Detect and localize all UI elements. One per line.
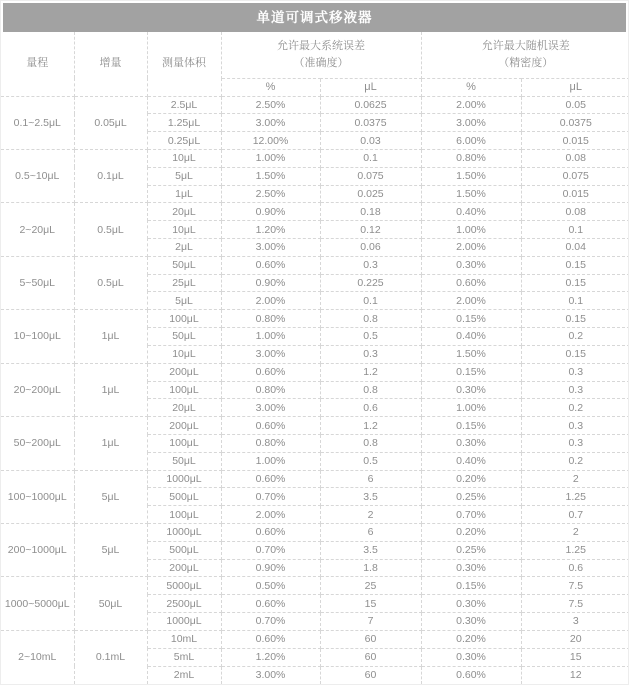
sys-error-ul-cell: 0.5	[320, 328, 421, 346]
rand-error-ul-cell: 0.2	[521, 328, 629, 346]
table-row	[1, 470, 629, 488]
sys-error-ul-cell: 0.06	[320, 239, 421, 257]
rand-error-pct-cell: 2.00%	[421, 292, 521, 310]
sys-error-ul-cell: 0.1	[320, 292, 421, 310]
sys-error-ul-cell: 0.0625	[320, 96, 421, 114]
volume-cell: 2μL	[147, 239, 221, 257]
sys-error-pct-cell: 1.20%	[221, 648, 320, 666]
volume-cell: 2500μL	[147, 595, 221, 613]
sys-error-pct-cell: 1.20%	[221, 221, 320, 239]
sys-error-ul-cell: 0.03	[320, 132, 421, 150]
volume-cell: 10μL	[147, 345, 221, 363]
rand-error-pct-cell: 0.25%	[421, 541, 521, 559]
table-row	[1, 203, 629, 221]
sys-error-pct-cell: 0.90%	[221, 274, 320, 292]
increment-cell: 0.1μL	[74, 149, 147, 202]
volume-cell: 500μL	[147, 541, 221, 559]
rand-error-ul-cell: 0.2	[521, 399, 629, 417]
rand-error-pct-cell: 0.15%	[421, 363, 521, 381]
rand-error-pct-cell: 0.40%	[421, 328, 521, 346]
rand-error-pct-cell: 0.20%	[421, 470, 521, 488]
random-error-label: 允许最大随机误差	[481, 39, 570, 52]
rand-error-ul-cell: 3	[521, 613, 629, 631]
volume-cell: 100μL	[147, 310, 221, 328]
column-header-range: 量程	[1, 32, 74, 96]
sys-error-pct-cell: 12.00%	[221, 132, 320, 150]
rand-error-ul-cell: 0.3	[521, 363, 629, 381]
sys-error-ul-cell: 0.18	[320, 203, 421, 221]
column-header-increment: 增量	[74, 32, 147, 96]
table-row	[1, 96, 629, 114]
sys-error-ul-cell: 60	[320, 666, 421, 684]
sys-error-pct-cell: 2.00%	[221, 506, 320, 524]
systematic-error-label: 允许最大系统误差	[277, 39, 365, 52]
volume-cell: 200μL	[147, 417, 221, 435]
table-row	[1, 630, 629, 648]
sys-error-ul-cell: 2	[320, 506, 421, 524]
rand-error-ul-cell: 7.5	[521, 577, 629, 595]
rand-error-ul-cell: 0.08	[521, 149, 629, 167]
sys-error-pct-cell: 0.80%	[221, 381, 320, 399]
precision-label: （精密度）	[498, 56, 554, 69]
range-cell: 2~10mL	[1, 630, 74, 684]
rand-error-ul-cell: 0.15	[521, 310, 629, 328]
sys-error-pct-cell: 0.60%	[221, 256, 320, 274]
rand-error-ul-cell: 0.15	[521, 274, 629, 292]
column-header-random-error	[421, 32, 629, 78]
range-cell: 50~200μL	[1, 417, 74, 470]
rand-error-pct-cell: 2.00%	[421, 239, 521, 257]
rand-error-pct-cell: 0.30%	[421, 434, 521, 452]
sys-error-pct-cell: 2.50%	[221, 96, 320, 114]
column-header-systematic-error	[221, 32, 421, 78]
increment-cell: 50μL	[74, 577, 147, 630]
sys-error-ul-cell: 6	[320, 470, 421, 488]
volume-cell: 5mL	[147, 648, 221, 666]
increment-cell: 1μL	[74, 363, 147, 416]
sys-error-pct-cell: 0.60%	[221, 417, 320, 435]
volume-cell: 2mL	[147, 666, 221, 684]
range-cell: 0.1~2.5μL	[1, 96, 74, 149]
page-title: 单道可调式移液器	[3, 3, 626, 32]
rand-error-pct-cell: 0.15%	[421, 417, 521, 435]
rand-error-ul-cell: 0.05	[521, 96, 629, 114]
rand-error-ul-cell: 7.5	[521, 595, 629, 613]
sys-error-ul-cell: 3.5	[320, 541, 421, 559]
volume-cell: 1000μL	[147, 613, 221, 631]
table-body	[1, 96, 629, 684]
sys-error-pct-cell: 0.80%	[221, 434, 320, 452]
range-cell: 5~50μL	[1, 256, 74, 309]
sys-error-ul-cell: 0.3	[320, 256, 421, 274]
volume-cell: 2.5μL	[147, 96, 221, 114]
sys-error-pct-cell: 2.50%	[221, 185, 320, 203]
increment-cell: 5μL	[74, 524, 147, 577]
rand-error-pct-cell: 0.20%	[421, 524, 521, 542]
rand-error-ul-cell: 0.04	[521, 239, 629, 257]
rand-error-pct-cell: 1.50%	[421, 185, 521, 203]
rand-error-pct-cell: 0.30%	[421, 595, 521, 613]
rand-error-ul-cell: 0.3	[521, 381, 629, 399]
rand-error-ul-cell: 0.3	[521, 417, 629, 435]
sys-error-ul-cell: 0.075	[320, 167, 421, 185]
sys-error-ul-cell: 0.6	[320, 399, 421, 417]
rand-error-pct-cell: 0.15%	[421, 577, 521, 595]
rand-error-pct-cell: 0.30%	[421, 648, 521, 666]
rand-error-ul-cell: 2	[521, 524, 629, 542]
increment-cell: 0.5μL	[74, 256, 147, 309]
sys-error-ul-cell: 0.0375	[320, 114, 421, 132]
volume-cell: 5μL	[147, 167, 221, 185]
table-row	[1, 417, 629, 435]
volume-cell: 1μL	[147, 185, 221, 203]
volume-cell: 20μL	[147, 203, 221, 221]
rand-error-pct-cell: 0.40%	[421, 452, 521, 470]
sys-error-pct-cell: 3.00%	[221, 399, 320, 417]
range-cell: 20~200μL	[1, 363, 74, 416]
rand-error-pct-cell: 6.00%	[421, 132, 521, 150]
rand-error-ul-cell: 0.15	[521, 256, 629, 274]
rand-error-pct-cell: 0.30%	[421, 381, 521, 399]
sys-error-pct-cell: 3.00%	[221, 666, 320, 684]
volume-cell: 25μL	[147, 274, 221, 292]
increment-cell: 5μL	[74, 470, 147, 523]
volume-cell: 200μL	[147, 363, 221, 381]
rand-error-ul-cell: 20	[521, 630, 629, 648]
rand-error-ul-cell: 12	[521, 666, 629, 684]
sys-error-pct-cell: 3.00%	[221, 114, 320, 132]
sys-error-ul-cell: 0.025	[320, 185, 421, 203]
volume-cell: 500μL	[147, 488, 221, 506]
range-cell: 100~1000μL	[1, 470, 74, 523]
sys-error-pct-cell: 0.70%	[221, 488, 320, 506]
table-header	[1, 32, 629, 96]
sys-error-pct-cell: 1.00%	[221, 149, 320, 167]
rand-error-ul-cell: 0.1	[521, 221, 629, 239]
table-row	[1, 149, 629, 167]
rand-error-pct-cell: 0.70%	[421, 506, 521, 524]
increment-cell: 0.1mL	[74, 630, 147, 684]
sys-error-ul-cell: 0.3	[320, 345, 421, 363]
rand-error-ul-cell: 0.1	[521, 292, 629, 310]
rand-error-pct-cell: 3.00%	[421, 114, 521, 132]
sys-error-pct-cell: 1.50%	[221, 167, 320, 185]
rand-error-ul-cell: 1.25	[521, 488, 629, 506]
rand-error-pct-cell: 0.40%	[421, 203, 521, 221]
volume-cell: 1000μL	[147, 524, 221, 542]
rand-error-ul-cell: 0.08	[521, 203, 629, 221]
increment-cell: 1μL	[74, 417, 147, 470]
rand-error-pct-cell: 2.00%	[421, 96, 521, 114]
sys-error-ul-cell: 0.5	[320, 452, 421, 470]
sys-error-ul-cell: 0.12	[320, 221, 421, 239]
increment-cell: 0.5μL	[74, 203, 147, 256]
table-row	[1, 577, 629, 595]
sys-error-pct-cell: 1.00%	[221, 452, 320, 470]
sys-error-pct-cell: 0.60%	[221, 524, 320, 542]
sys-error-ul-cell: 1.2	[320, 417, 421, 435]
table-row	[1, 524, 629, 542]
rand-error-pct-cell: 0.15%	[421, 310, 521, 328]
range-cell: 10~100μL	[1, 310, 74, 363]
accuracy-label: （准确度）	[293, 56, 349, 69]
rand-error-pct-cell: 1.50%	[421, 345, 521, 363]
volume-cell: 5μL	[147, 292, 221, 310]
volume-cell: 20μL	[147, 399, 221, 417]
increment-cell: 0.05μL	[74, 96, 147, 149]
sys-error-pct-cell: 0.90%	[221, 559, 320, 577]
column-header-volume: 测量体积	[147, 32, 221, 96]
sys-error-pct-cell: 1.00%	[221, 328, 320, 346]
rand-error-ul-cell: 0.0375	[521, 114, 629, 132]
sys-error-ul-cell: 60	[320, 648, 421, 666]
range-cell: 200~1000μL	[1, 524, 74, 577]
rand-error-pct-cell: 1.00%	[421, 221, 521, 239]
rand-error-pct-cell: 0.30%	[421, 559, 521, 577]
rand-error-ul-cell: 0.015	[521, 132, 629, 150]
rand-percent-header: %	[421, 78, 521, 96]
volume-cell: 0.25μL	[147, 132, 221, 150]
volume-cell: 100μL	[147, 381, 221, 399]
rand-error-ul-cell: 0.6	[521, 559, 629, 577]
rand-error-ul-cell: 0.15	[521, 345, 629, 363]
sys-error-pct-cell: 3.00%	[221, 345, 320, 363]
sys-error-pct-cell: 0.60%	[221, 470, 320, 488]
pipette-spec-table	[1, 32, 629, 684]
sys-error-ul-cell: 1.8	[320, 559, 421, 577]
rand-error-pct-cell: 0.25%	[421, 488, 521, 506]
volume-cell: 100μL	[147, 506, 221, 524]
rand-error-pct-cell: 0.60%	[421, 666, 521, 684]
sys-error-ul-cell: 60	[320, 630, 421, 648]
rand-error-ul-cell: 0.3	[521, 434, 629, 452]
rand-error-ul-cell: 15	[521, 648, 629, 666]
volume-cell: 100μL	[147, 434, 221, 452]
sys-error-ul-cell: 7	[320, 613, 421, 631]
rand-error-ul-cell: 0.7	[521, 506, 629, 524]
sys-error-ul-cell: 25	[320, 577, 421, 595]
sys-error-ul-cell: 0.8	[320, 310, 421, 328]
rand-error-ul-cell: 0.2	[521, 452, 629, 470]
volume-cell: 50μL	[147, 256, 221, 274]
table-row	[1, 363, 629, 381]
sys-error-ul-cell: 0.1	[320, 149, 421, 167]
volume-cell: 50μL	[147, 452, 221, 470]
volume-cell: 10μL	[147, 149, 221, 167]
rand-error-pct-cell: 1.00%	[421, 399, 521, 417]
sys-error-pct-cell: 0.60%	[221, 363, 320, 381]
volume-cell: 10mL	[147, 630, 221, 648]
sys-error-ul-cell: 1.2	[320, 363, 421, 381]
rand-error-pct-cell: 0.80%	[421, 149, 521, 167]
sys-microliter-header: μL	[320, 78, 421, 96]
sys-error-pct-cell: 0.60%	[221, 595, 320, 613]
sys-error-ul-cell: 6	[320, 524, 421, 542]
sys-error-ul-cell: 3.5	[320, 488, 421, 506]
table-row	[1, 310, 629, 328]
rand-error-ul-cell: 1.25	[521, 541, 629, 559]
sys-percent-header: %	[221, 78, 320, 96]
rand-error-pct-cell: 0.60%	[421, 274, 521, 292]
sys-error-pct-cell: 0.80%	[221, 310, 320, 328]
rand-error-pct-cell: 1.50%	[421, 167, 521, 185]
rand-error-pct-cell: 0.30%	[421, 256, 521, 274]
sys-error-pct-cell: 0.60%	[221, 630, 320, 648]
rand-error-ul-cell: 0.015	[521, 185, 629, 203]
volume-cell: 200μL	[147, 559, 221, 577]
sys-error-ul-cell: 15	[320, 595, 421, 613]
volume-cell: 10μL	[147, 221, 221, 239]
increment-cell: 1μL	[74, 310, 147, 363]
range-cell: 1000~5000μL	[1, 577, 74, 630]
rand-error-pct-cell: 0.20%	[421, 630, 521, 648]
sys-error-ul-cell: 0.8	[320, 381, 421, 399]
table-row	[1, 256, 629, 274]
rand-error-ul-cell: 0.075	[521, 167, 629, 185]
rand-microliter-header: μL	[521, 78, 629, 96]
sys-error-pct-cell: 2.00%	[221, 292, 320, 310]
volume-cell: 5000μL	[147, 577, 221, 595]
sys-error-pct-cell: 3.00%	[221, 239, 320, 257]
sys-error-ul-cell: 0.225	[320, 274, 421, 292]
rand-error-ul-cell: 2	[521, 470, 629, 488]
range-cell: 0.5~10μL	[1, 149, 74, 202]
rand-error-pct-cell: 0.30%	[421, 613, 521, 631]
range-cell: 2~20μL	[1, 203, 74, 256]
volume-cell: 1000μL	[147, 470, 221, 488]
sys-error-ul-cell: 0.8	[320, 434, 421, 452]
sys-error-pct-cell: 0.70%	[221, 613, 320, 631]
sys-error-pct-cell: 0.50%	[221, 577, 320, 595]
sys-error-pct-cell: 0.90%	[221, 203, 320, 221]
header-row-main	[1, 32, 629, 78]
sys-error-pct-cell: 0.70%	[221, 541, 320, 559]
volume-cell: 50μL	[147, 328, 221, 346]
volume-cell: 1.25μL	[147, 114, 221, 132]
